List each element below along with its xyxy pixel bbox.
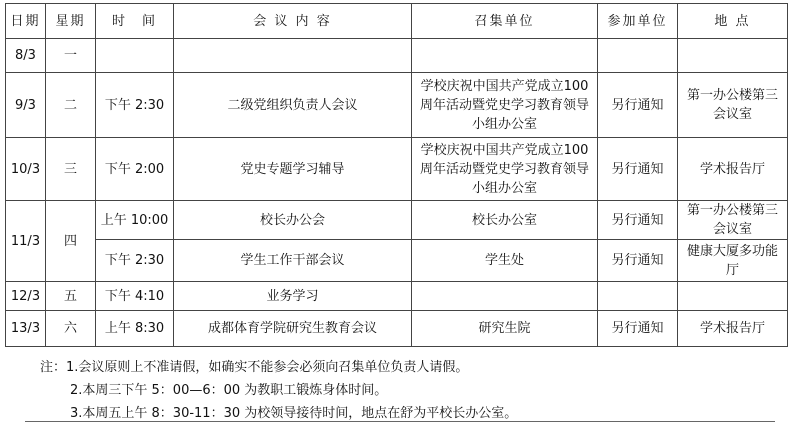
- convener-cell: 学校庆祝中国共产党成立100周年活动暨党史学习教育领导小组办公室: [412, 73, 598, 138]
- header-participants: 参加单位: [598, 4, 678, 39]
- table-row: [6, 39, 788, 73]
- location-cell: 学术报告厅: [678, 138, 788, 201]
- content-cell: 业务学习: [174, 282, 412, 311]
- convener-cell: 研究生院: [412, 311, 598, 347]
- convener-cell: 学生处: [412, 240, 598, 282]
- note-3: 3.本周五上午 8：30-11：30 为校领导接待时间，地点在舒为平校长办公室。: [70, 406, 518, 421]
- notes: [40, 356, 517, 425]
- header-weekday: 星期: [46, 4, 96, 39]
- content-cell: 二级党组织负责人会议: [174, 73, 412, 138]
- participants-cell: 另行通知: [598, 240, 678, 282]
- weekday-cell: 四: [46, 201, 96, 282]
- content-cell: 成都体育学院研究生教育会议: [174, 311, 412, 347]
- date-cell: 12/3: [6, 282, 46, 311]
- convener-cell: [412, 282, 598, 311]
- time-cell: 下午 4:10: [96, 282, 174, 311]
- participants-cell: [598, 39, 678, 73]
- weekday-cell: 三: [46, 138, 96, 201]
- weekday-cell: 六: [46, 311, 96, 347]
- time-cell: 上午 8:30: [96, 311, 174, 347]
- date-cell: 13/3: [6, 311, 46, 347]
- participants-cell: 另行通知: [598, 201, 678, 240]
- table-row: [6, 240, 788, 282]
- date-cell: 9/3: [6, 73, 46, 138]
- location-cell: [678, 39, 788, 73]
- convener-cell: 学校庆祝中国共产党成立100周年活动暨党史学习教育领导小组办公室: [412, 138, 598, 201]
- header-content: 会 议 内 容: [174, 4, 412, 39]
- location-cell: 学术报告厅: [678, 311, 788, 347]
- bottom-rule: [25, 421, 775, 422]
- date-cell: 8/3: [6, 39, 46, 73]
- table-row: [6, 138, 788, 201]
- content-cell: [174, 39, 412, 73]
- weekday-cell: 五: [46, 282, 96, 311]
- location-cell: [678, 282, 788, 311]
- table-row: [6, 311, 788, 347]
- participants-cell: [598, 282, 678, 311]
- participants-cell: 另行通知: [598, 73, 678, 138]
- time-cell: 上午 10:00: [96, 201, 174, 240]
- participants-cell: 另行通知: [598, 138, 678, 201]
- convener-cell: [412, 39, 598, 73]
- convener-cell: 校长办公室: [412, 201, 598, 240]
- header-time: 时 间: [96, 4, 174, 39]
- location-cell: 健康大厦多功能厅: [678, 240, 788, 282]
- table-row: [6, 201, 788, 240]
- note-1: 注：1.会议原则上不准请假，如确实不能参会必须向召集单位负责人请假。: [40, 360, 469, 375]
- meeting-schedule-table: [5, 3, 788, 347]
- table-row: [6, 282, 788, 311]
- content-cell: 党史专题学习辅导: [174, 138, 412, 201]
- location-cell: 第一办公楼第三会议室: [678, 73, 788, 138]
- time-cell: 下午 2:30: [96, 73, 174, 138]
- time-cell: 下午 2:30: [96, 240, 174, 282]
- participants-cell: 另行通知: [598, 311, 678, 347]
- content-cell: 校长办公会: [174, 201, 412, 240]
- content-cell: 学生工作干部会议: [174, 240, 412, 282]
- header-row: [6, 4, 788, 39]
- table-row: [6, 73, 788, 138]
- time-cell: [96, 39, 174, 73]
- weekday-cell: 二: [46, 73, 96, 138]
- header-convener: 召集单位: [412, 4, 598, 39]
- date-cell: 10/3: [6, 138, 46, 201]
- header-date: 日期: [6, 4, 46, 39]
- note-2: 2.本周三下午 5：00—6：00 为教职工锻炼身体时间。: [70, 383, 388, 398]
- weekday-cell: 一: [46, 39, 96, 73]
- time-cell: 下午 2:00: [96, 138, 174, 201]
- header-location: 地 点: [678, 4, 788, 39]
- location-cell: 第一办公楼第三会议室: [678, 201, 788, 240]
- date-cell: 11/3: [6, 201, 46, 282]
